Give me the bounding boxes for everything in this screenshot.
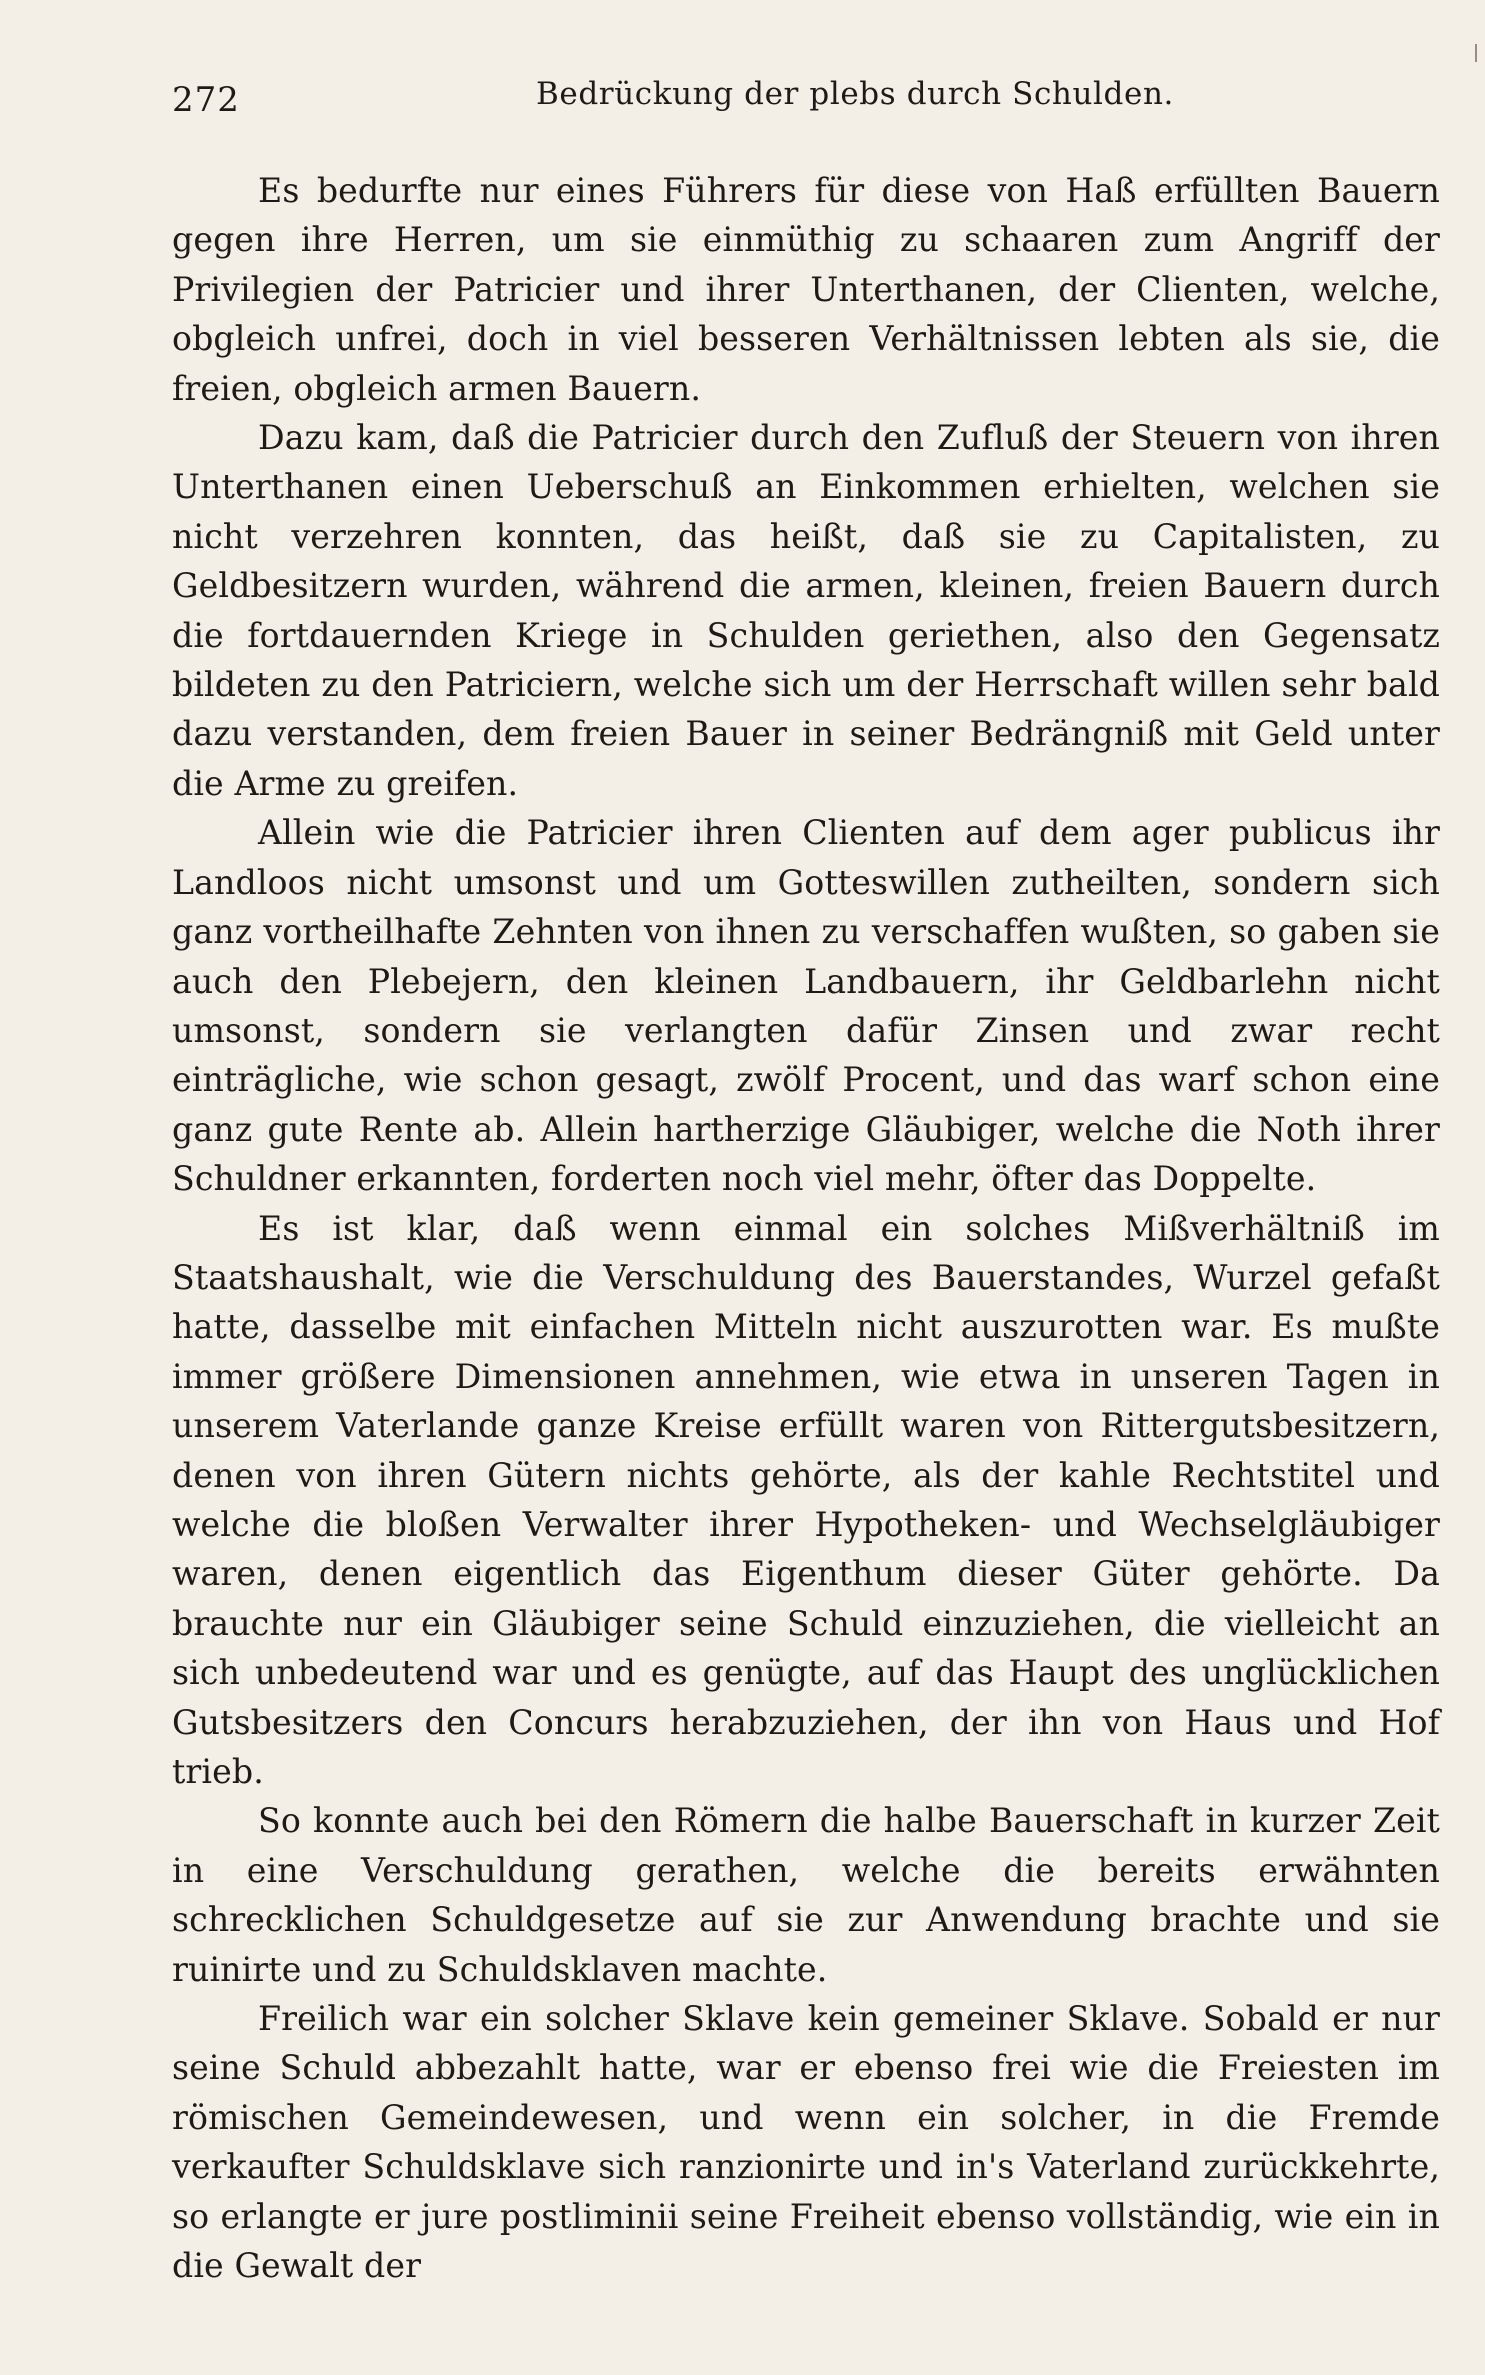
page-edge-mark bbox=[1475, 44, 1477, 62]
paragraph-4: Es ist klar, daß wenn einmal ein solches Mißverhältniß im Staatshaushalt, wie die Verschuldung des Bauerstandes, Wurzel gefaßt hatte, dasselbe mit einfachen Mitteln nicht auszurotten war. Es mußte immer größere Dimensionen annehmen, wie etwa in unseren Tagen in unserem Vaterlande ganze Kreise erfüllt waren von Rittergutsbesitzern, denen von ihren Gütern nichts gehörte, als der kahle Rechtstitel und welche die bloßen Verwalter ihrer Hypotheken- und Wechselgläubiger waren, denen eigentlich das Eigenthum dieser Güter gehörte. Da brauchte nur ein Gläubiger seine Schuld einzuziehen, die vielleicht an sich unbedeutend war und es genügte, auf das Haupt des unglücklichen Gutsbesitzers den Concurs herabzuziehen, der ihn von Haus und Hof trieb. bbox=[172, 1208, 1440, 1791]
paragraph-1: Es bedurfte nur eines Führers für diese von Haß erfüllten Bauern gegen ihre Herren, um sie einmüthig zu schaaren zum Angriff der Privilegien der Patricier und ihrer Unterthanen, der Clienten, welche, obgleich unfrei, doch in viel besseren Verhältnissen lebten als sie, die freien, obgleich armen Bauern. bbox=[172, 171, 1440, 408]
paragraph-2: Dazu kam, daß die Patricier durch den Zufluß der Steuern von ihren Unterthanen einen Ueberschuß an Einkommen erhielten, welchen sie nicht verzehren konnten, das heißt, daß sie zu Capitalisten, zu Geldbesitzern wurden, während die armen, kleinen, freien Bauern durch die fortdauernden Kriege in Schulden geriethen, also den Gegensatz bildeten zu den Patriciern, welche sich um der Herrschaft willen sehr bald dazu verstanden, dem freien Bauer in seiner Bedrängniß mit Geld unter die Arme zu greifen. bbox=[172, 418, 1440, 803]
page-number: 272 bbox=[172, 80, 240, 120]
paragraph-6: Freilich war ein solcher Sklave kein gemeiner Sklave. Sobald er nur seine Schuld abbezahlt hatte, war er ebenso frei wie die Freiesten im römischen Gemeindewesen, und wenn ein solcher, in die Fremde verkaufter Schuldsklave sich ranzionirte und in's Vaterland zurückkehrte, so erlangte er jure postliminii seine Freiheit ebenso vollständig, wie ein in die Gewalt der bbox=[172, 1999, 1440, 2286]
paragraph-3: Allein wie die Patricier ihren Clienten auf dem ager publicus ihr Landloos nicht umsonst und um Gotteswillen zutheilten, sondern sich ganz vortheilhafte Zehnten von ihnen zu verschaffen wußten, so gaben sie auch den Plebejern, den kleinen Landbauern, ihr Geldbarlehn nicht umsonst, sondern sie verlangten dafür Zinsen und zwar recht einträgliche, wie schon gesagt, zwölf Procent, und das warf schon eine ganz gute Rente ab. Allein hartherzige Gläubiger, welche die Noth ihrer Schuldner erkannten, forderten noch viel mehr, öfter das Doppelte. bbox=[172, 813, 1440, 1199]
page-body bbox=[172, 166, 1440, 2290]
page-header bbox=[172, 68, 1445, 124]
paragraph-5: So konnte auch bei den Römern die halbe Bauerschaft in kurzer Zeit in eine Verschuldung gerathen, welche die bereits erwähnten schrecklichen Schuldgesetze auf sie zur Anwendung brachte und sie ruinirte und zu Schuldsklaven machte. bbox=[172, 1801, 1440, 1989]
running-title: Bedrückung der plebs durch Schulden. bbox=[536, 76, 1174, 112]
